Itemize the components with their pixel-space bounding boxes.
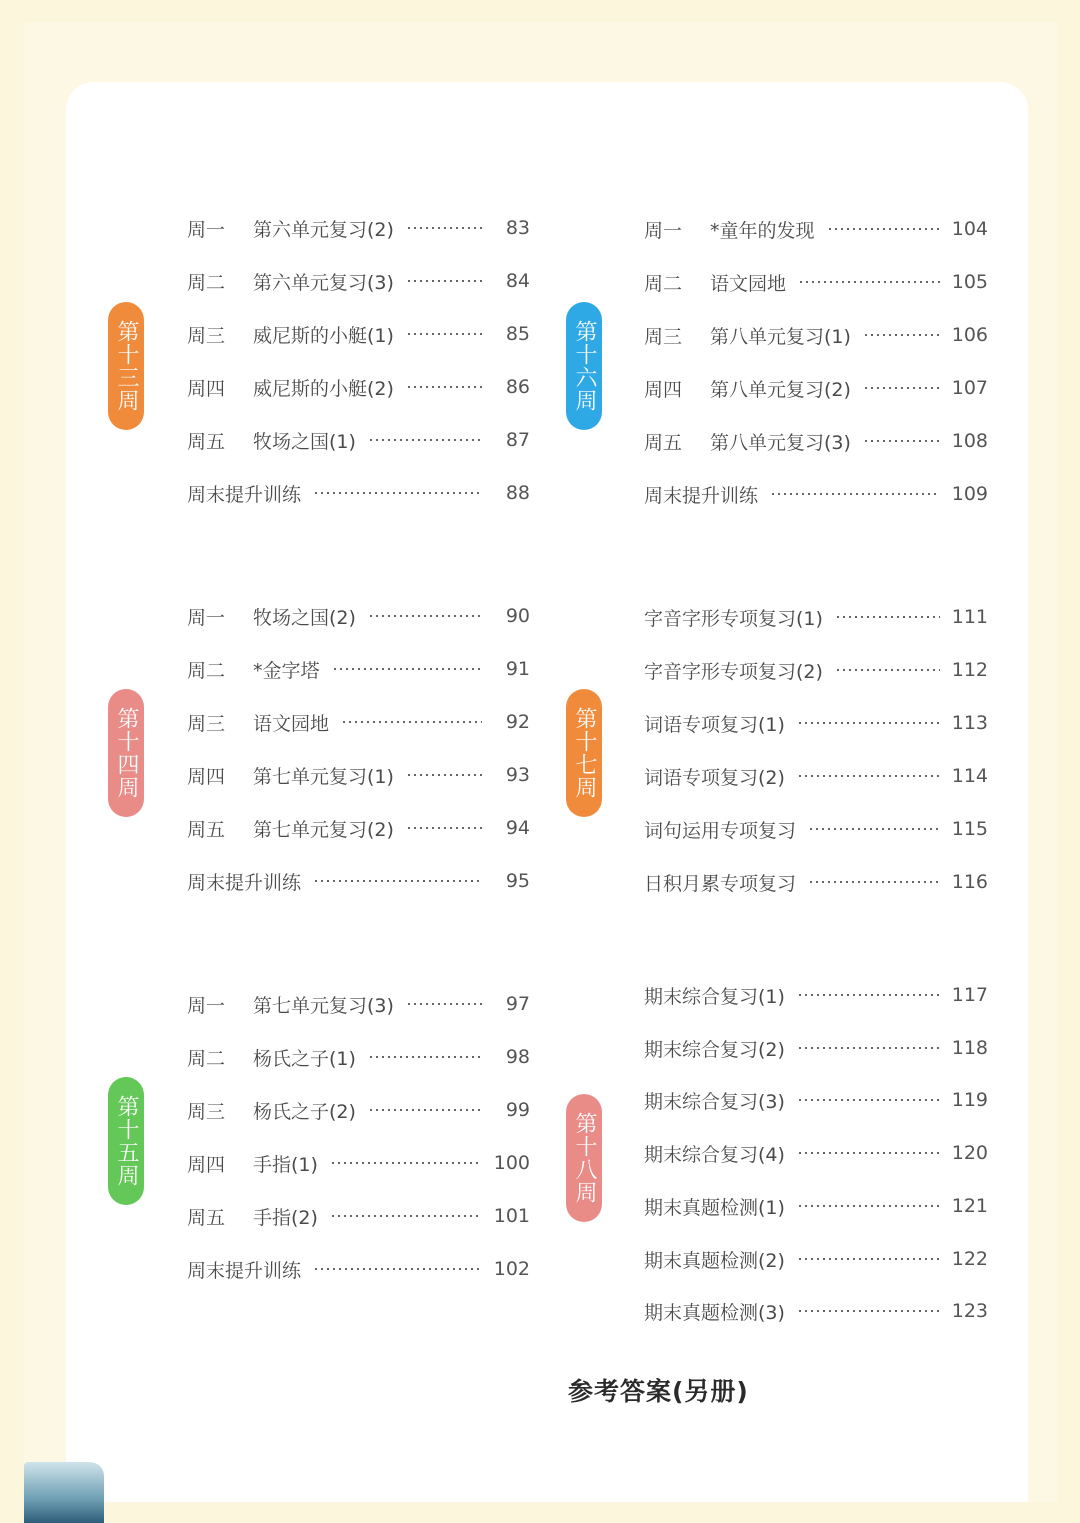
toc-entry[interactable] — [644, 761, 988, 791]
entry-page-number: 102 — [493, 1258, 530, 1280]
entry-title: 第七单元复习(2) — [253, 818, 394, 841]
entry-title: *金字塔 — [253, 659, 320, 682]
entry-page-number: 112 — [951, 659, 988, 681]
entry-day: 周三 — [187, 1100, 226, 1123]
entry-day: 周四 — [187, 765, 226, 788]
entry-page-number: 122 — [951, 1248, 988, 1270]
toc-entry[interactable] — [644, 267, 988, 297]
entry-page-number: 118 — [951, 1037, 988, 1059]
entry-title: 第八单元复习(2) — [710, 378, 851, 401]
toc-entry[interactable] — [187, 1201, 530, 1231]
dot-leader — [406, 280, 482, 282]
week-label-badge: 第十三周 — [108, 302, 144, 430]
toc-entry[interactable] — [187, 1254, 530, 1284]
entry-day: 周五 — [187, 818, 226, 841]
toc-entry[interactable] — [644, 1033, 988, 1063]
entry-page-number: 121 — [951, 1195, 988, 1217]
entry-title: 杨氏之子(2) — [253, 1100, 356, 1123]
dot-leader — [797, 1310, 940, 1312]
week-label-badge: 第十六周 — [566, 302, 602, 430]
toc-entry[interactable] — [644, 426, 988, 456]
entry-title: 字音字形专项复习(2) — [644, 660, 823, 683]
toc-entry[interactable] — [187, 989, 530, 1019]
entry-day: 周一 — [644, 219, 683, 242]
toc-entry[interactable] — [644, 867, 988, 897]
toc-entry[interactable] — [644, 479, 988, 509]
entry-title: 第七单元复习(3) — [253, 994, 394, 1017]
toc-entry[interactable] — [644, 602, 988, 632]
entry-page-number: 94 — [505, 817, 530, 839]
entry-page-number: 105 — [951, 271, 988, 293]
entry-title: 手指(2) — [253, 1206, 318, 1229]
dot-leader — [368, 1109, 482, 1111]
entry-page-number: 116 — [951, 871, 988, 893]
toc-entry[interactable] — [187, 372, 530, 402]
entry-page-number: 84 — [505, 270, 530, 292]
dot-leader — [797, 1205, 940, 1207]
dot-leader — [330, 1215, 482, 1217]
dot-leader — [835, 616, 940, 618]
entry-page-number: 93 — [505, 764, 530, 786]
dot-leader — [406, 1003, 482, 1005]
toc-entry[interactable] — [644, 320, 988, 350]
toc-entry[interactable] — [644, 814, 988, 844]
week-label-badge: 第十八周 — [566, 1094, 602, 1222]
entry-page-number: 92 — [505, 711, 530, 733]
dot-leader — [797, 722, 940, 724]
entry-title: 期末综合复习(1) — [644, 985, 785, 1008]
entry-title: 第六单元复习(3) — [253, 271, 394, 294]
entry-title: 第八单元复习(3) — [710, 431, 851, 454]
dot-leader — [406, 333, 482, 335]
toc-entry[interactable] — [644, 980, 988, 1010]
entry-page-number: 90 — [505, 605, 530, 627]
dot-leader — [863, 440, 940, 442]
entry-page-number: 99 — [505, 1099, 530, 1121]
entry-day: 周五 — [644, 431, 683, 454]
entry-page-number: 106 — [951, 324, 988, 346]
entry-title: 周末提升训练 — [187, 871, 302, 894]
entry-day: 周三 — [187, 712, 226, 735]
entry-title: 周末提升训练 — [187, 483, 302, 506]
toc-entry[interactable] — [187, 478, 530, 508]
dot-leader — [797, 775, 940, 777]
toc-entry[interactable] — [187, 319, 530, 349]
toc-entry[interactable] — [644, 1244, 988, 1274]
entry-day: 周二 — [187, 1047, 226, 1070]
toc-entry[interactable] — [644, 1138, 988, 1168]
dot-leader — [406, 827, 482, 829]
dot-leader — [368, 615, 482, 617]
entry-page-number: 100 — [493, 1152, 530, 1174]
toc-entry[interactable] — [644, 214, 988, 244]
entry-title: 牧场之国(1) — [253, 430, 356, 453]
entry-title: 语文园地 — [710, 272, 787, 295]
toc-entry[interactable] — [187, 866, 530, 896]
entry-title: 日积月累专项复习 — [644, 872, 797, 895]
toc-entry[interactable] — [187, 266, 530, 296]
entry-page-number: 98 — [505, 1046, 530, 1068]
dot-leader — [368, 439, 482, 441]
entry-title: 语文园地 — [253, 712, 330, 735]
entry-title: 期末真题检测(2) — [644, 1249, 785, 1272]
dot-leader — [330, 1162, 482, 1164]
entry-page-number: 88 — [505, 482, 530, 504]
dot-leader — [313, 880, 482, 882]
entry-title: 威尼斯的小艇(2) — [253, 377, 394, 400]
toc-entry[interactable] — [187, 425, 530, 455]
toc-entry[interactable] — [187, 760, 530, 790]
dot-leader — [406, 774, 482, 776]
answer-key-note: 参考答案(另册) — [568, 1377, 749, 1406]
entry-page-number: 97 — [505, 993, 530, 1015]
week-label-badge: 第十七周 — [566, 689, 602, 817]
toc-entry[interactable] — [644, 1085, 988, 1115]
toc-entry[interactable] — [187, 601, 530, 631]
entry-day: 周一 — [187, 994, 226, 1017]
toc-entry[interactable] — [187, 1148, 530, 1178]
entry-page-number: 83 — [505, 217, 530, 239]
entry-page-number: 107 — [951, 377, 988, 399]
entry-title: 词句运用专项复习 — [644, 819, 797, 842]
entry-page-number: 86 — [505, 376, 530, 398]
entry-title: 牧场之国(2) — [253, 606, 356, 629]
dot-leader — [797, 1258, 940, 1260]
entry-page-number: 113 — [951, 712, 988, 734]
entry-title: *童年的发现 — [710, 219, 815, 242]
entry-day: 周三 — [644, 325, 683, 348]
entry-title: 词语专项复习(1) — [644, 713, 785, 736]
entry-title: 期末综合复习(2) — [644, 1038, 785, 1061]
entry-page-number: 108 — [951, 430, 988, 452]
dot-leader — [406, 386, 482, 388]
dot-leader — [797, 1047, 940, 1049]
week-label-badge: 第十四周 — [108, 689, 144, 817]
dot-leader — [863, 387, 940, 389]
entry-title: 杨氏之子(1) — [253, 1047, 356, 1070]
toc-entry[interactable] — [644, 1191, 988, 1221]
dot-leader — [797, 994, 940, 996]
entry-day: 周一 — [187, 218, 226, 241]
week-label-badge: 第十五周 — [108, 1077, 144, 1205]
entry-page-number: 115 — [951, 818, 988, 840]
entry-page-number: 87 — [505, 429, 530, 451]
toc-entry[interactable] — [644, 373, 988, 403]
dot-leader — [808, 828, 940, 830]
entry-day: 周三 — [187, 324, 226, 347]
entry-page-number: 119 — [951, 1089, 988, 1111]
entry-page-number: 114 — [951, 765, 988, 787]
dot-leader — [863, 334, 940, 336]
entry-title: 字音字形专项复习(1) — [644, 607, 823, 630]
entry-title: 第八单元复习(1) — [710, 325, 851, 348]
entry-title: 第七单元复习(1) — [253, 765, 394, 788]
entry-page-number: 104 — [951, 218, 988, 240]
entry-page-number: 85 — [505, 323, 530, 345]
entry-page-number: 101 — [493, 1205, 530, 1227]
entry-day: 周二 — [187, 271, 226, 294]
dot-leader — [341, 721, 482, 723]
entry-day: 周四 — [187, 1153, 226, 1176]
toc-entry[interactable] — [187, 813, 530, 843]
entry-day: 周一 — [187, 606, 226, 629]
entry-title: 词语专项复习(2) — [644, 766, 785, 789]
entry-title: 周末提升训练 — [644, 484, 759, 507]
toc-entry[interactable] — [187, 213, 530, 243]
entry-title: 第六单元复习(2) — [253, 218, 394, 241]
entry-title: 手指(1) — [253, 1153, 318, 1176]
dot-leader — [368, 1056, 482, 1058]
toc-entry[interactable] — [187, 654, 530, 684]
entry-title: 期末真题检测(1) — [644, 1196, 785, 1219]
corner-illustration — [24, 1462, 104, 1523]
dot-leader — [808, 881, 940, 883]
entry-title: 期末综合复习(3) — [644, 1090, 785, 1113]
dot-leader — [835, 669, 940, 671]
entry-page-number: 109 — [951, 483, 988, 505]
entry-page-number: 117 — [951, 984, 988, 1006]
toc-entry[interactable] — [187, 1042, 530, 1072]
dot-leader — [770, 493, 940, 495]
entry-page-number: 120 — [951, 1142, 988, 1164]
toc-entry[interactable] — [644, 1296, 988, 1326]
dot-leader — [797, 1099, 940, 1101]
dot-leader — [332, 668, 482, 670]
entry-page-number: 123 — [951, 1300, 988, 1322]
entry-day: 周二 — [187, 659, 226, 682]
entry-title: 期末真题检测(3) — [644, 1301, 785, 1324]
entry-day: 周五 — [187, 430, 226, 453]
entry-title: 周末提升训练 — [187, 1259, 302, 1282]
toc-entry[interactable] — [187, 707, 530, 737]
entry-day: 周五 — [187, 1206, 226, 1229]
entry-day: 周四 — [644, 378, 683, 401]
entry-title: 威尼斯的小艇(1) — [253, 324, 394, 347]
dot-leader — [797, 1152, 940, 1154]
dot-leader — [313, 1268, 482, 1270]
entry-page-number: 91 — [505, 658, 530, 680]
entry-page-number: 95 — [505, 870, 530, 892]
entry-page-number: 111 — [951, 606, 988, 628]
dot-leader — [313, 492, 482, 494]
entry-day: 周二 — [644, 272, 683, 295]
entry-title: 期末综合复习(4) — [644, 1143, 785, 1166]
entry-day: 周四 — [187, 377, 226, 400]
dot-leader — [406, 227, 482, 229]
dot-leader — [798, 281, 940, 283]
toc-entry[interactable] — [187, 1095, 530, 1125]
dot-leader — [827, 228, 940, 230]
toc-entry[interactable] — [644, 655, 988, 685]
toc-entry[interactable] — [644, 708, 988, 738]
